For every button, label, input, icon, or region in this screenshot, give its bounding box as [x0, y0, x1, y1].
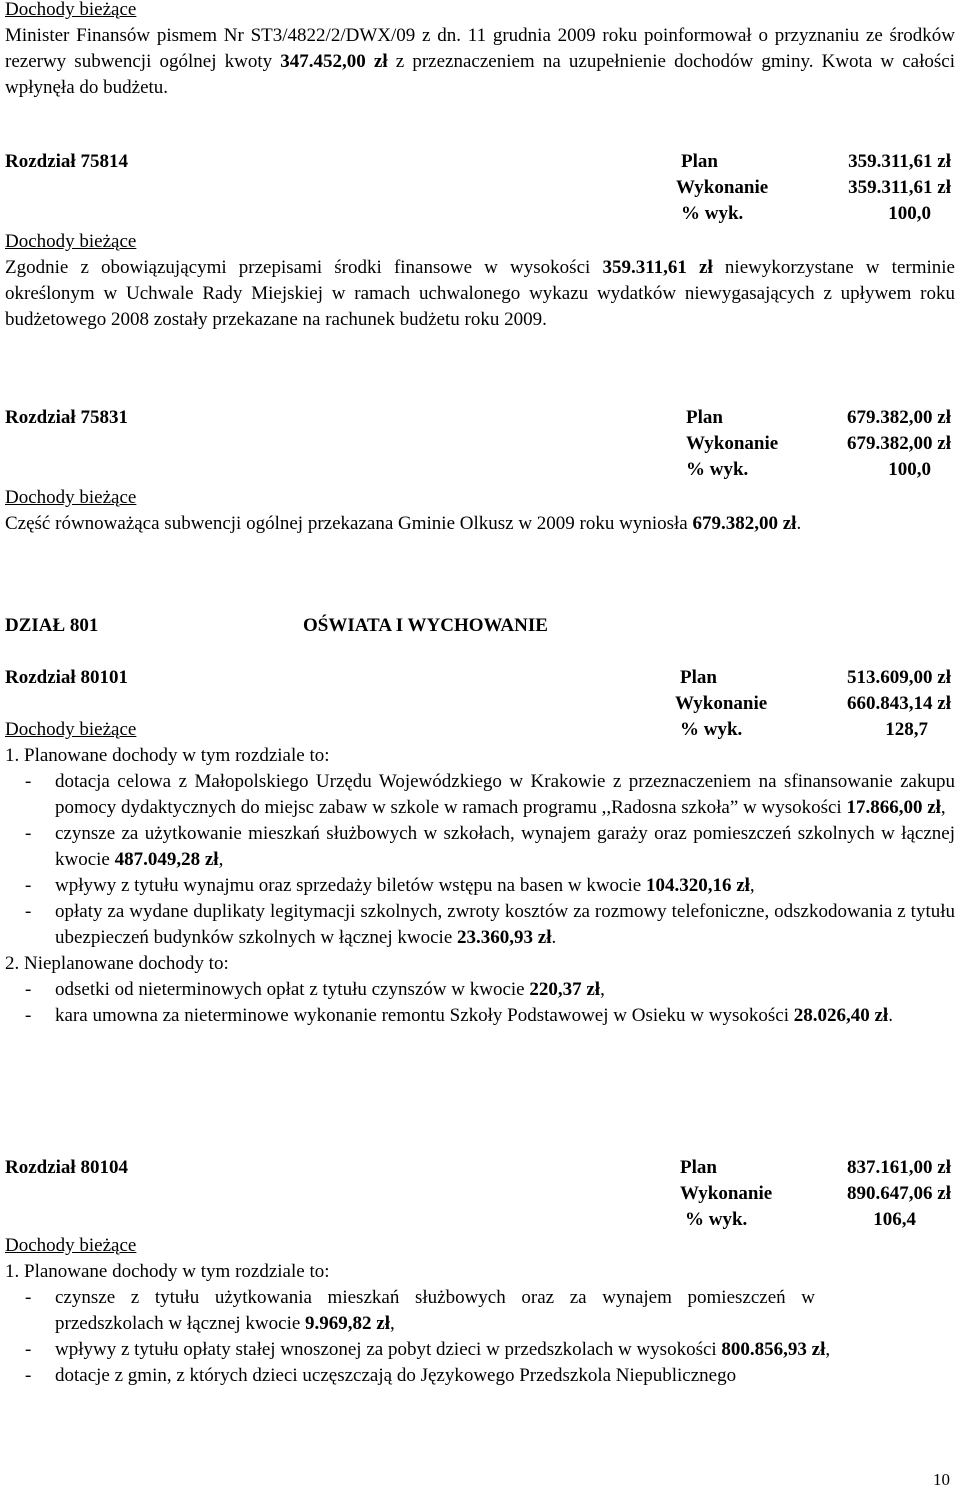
percent-value: 106,4 — [873, 1209, 916, 1230]
stats-table — [675, 665, 951, 717]
list-item: - wpływy z tytułu wynajmu oraz sprzedaży biletów wstępu na basen w kwocie 104.320,16 zł, — [25, 875, 755, 896]
list-item: - czynsze z tytułu użytkowania mieszkań służbowych oraz za wynajem pomieszczeń w przedszkolach w łącznej kwocie 9.969,82 zł, — [25, 1287, 815, 1334]
percent-label: % wyk. — [681, 203, 744, 224]
planned-list — [5, 769, 955, 951]
list-item: - opłaty za wydane duplikaty legitymacji szkolnych, zwroty kosztów za rozmowy telefoniczne, odszkodowania z tytułu ubezpieczeń budynków szkolnych w łącznej kwocie 23.360,93 zł. — [25, 901, 955, 948]
section-heading: Dochody bieżące — [5, 719, 137, 740]
plan-label: Plan — [686, 407, 723, 428]
percent-label: % wyk. — [685, 1209, 748, 1230]
section-title: Rozdział 75831 — [5, 407, 128, 428]
execution-value: 359.311,61 zł — [848, 177, 951, 198]
paragraph: Zgodnie z obowiązującymi przepisami środki finansowe w wysokości 359.311,61 zł niewykorzystane w terminie określonym w Uchwale Rady Miejskiej w ramach uchwalonego wykazu wydatków niewygasających z upływem roku budżetowego 2008 zostały przekazane na rachunek budżetu roku 2009. — [5, 257, 955, 330]
execution-label: Wykonanie — [676, 177, 769, 198]
execution-value: 890.647,06 zł — [847, 1183, 951, 1204]
execution-label: Wykonanie — [675, 693, 768, 714]
list-item: - dotacje z gmin, z których dzieci uczęszczają do Językowego Przedszkola Niepublicznego — [25, 1365, 737, 1386]
unplanned-list — [5, 977, 955, 1029]
list-item: - odsetki od nieterminowych opłat z tytułu czynszów w kwocie 220,37 zł, — [25, 979, 605, 1000]
percent-label: % wyk. — [686, 459, 749, 480]
percent-label: % wyk. — [680, 719, 743, 740]
section-80101 — [5, 665, 955, 1029]
section-heading: Dochody bieżące — [5, 0, 137, 20]
paragraph: Część równoważąca subwencji ogólnej przekazana Gminie Olkusz w 2009 roku wyniosła 679.382,00 zł. — [5, 513, 802, 534]
amount: 347.452,00 zł — [280, 51, 388, 72]
percent-value: 100,0 — [888, 203, 931, 224]
section-80104 — [5, 1155, 955, 1389]
section-heading: Dochody bieżące — [5, 231, 137, 252]
stats-table — [680, 1155, 951, 1233]
execution-value: 660.843,14 zł — [847, 693, 951, 714]
section-75831 — [5, 405, 955, 537]
list-item: - dotacja celowa z Małopolskiego Urzędu Wojewódzkiego w Krakowie z przeznaczeniem na sfinansowanie zakupu pomocy dydaktycznych do miejsc zabaw w szkole w ramach programu ,,Radosna szkoła” w wysokości 17.866,00 zł, — [25, 771, 955, 818]
department-label: DZIAŁ 801 — [5, 615, 99, 636]
plan-label: Plan — [680, 1157, 717, 1178]
section-heading: Dochody bieżące — [5, 1235, 137, 1256]
page-number: 10 — [933, 1470, 950, 1489]
planned-heading: 1. Planowane dochody w tym rozdziale to: — [5, 1261, 330, 1282]
planned-list — [5, 1285, 955, 1389]
plan-label: Plan — [680, 667, 717, 688]
plan-label: Plan — [681, 151, 718, 172]
amount: 359.311,61 zł — [602, 257, 713, 278]
department-header — [5, 613, 955, 639]
plan-value: 837.161,00 zł — [847, 1157, 951, 1178]
list-item: - kara umowna za nieterminowe wykonanie remontu Szkoły Podstawowej w Osieku w wysokości 28.026,40 zł. — [25, 1005, 893, 1026]
execution-label: Wykonanie — [680, 1183, 773, 1204]
plan-value: 679.382,00 zł — [847, 407, 951, 428]
list-item: - wpływy z tytułu opłaty stałej wnoszonej za pobyt dzieci w przedszkolach w wysokości 800.856,93 zł, — [25, 1339, 831, 1360]
intro-section — [5, 0, 955, 101]
stats-table — [676, 405, 951, 483]
list-item: - czynsze za użytkowanie mieszkań służbowych w szkołach, wynajem garaży oraz pomieszczeń szkolnych w łącznej kwocie 487.049,28 zł, — [25, 823, 955, 870]
section-title: Rozdział 80101 — [5, 667, 128, 688]
stats-table — [676, 149, 951, 227]
planned-heading: 1. Planowane dochody w tym rozdziale to: — [5, 745, 330, 766]
section-heading: Dochody bieżące — [5, 487, 137, 508]
execution-label: Wykonanie — [686, 433, 779, 454]
amount: 679.382,00 zł — [692, 513, 797, 534]
department-name: OŚWIATA I WYCHOWANIE — [303, 615, 548, 636]
section-75814 — [5, 149, 955, 333]
section-title: Rozdział 80104 — [5, 1157, 128, 1178]
unplanned-heading: 2. Nieplanowane dochody to: — [5, 953, 229, 974]
paragraph: Minister Finansów pismem Nr ST3/4822/2/DWX/09 z dn. 11 grudnia 2009 roku poinformował o przyznaniu ze środków rezerwy subwencji ogólnej kwoty 347.452,00 zł z przeznaczeniem na uzupełnienie dochodów gminy. Kwota w całości wpłynęła do budżetu. — [5, 25, 955, 98]
plan-value: 359.311,61 zł — [848, 151, 951, 172]
percent-value: 100,0 — [888, 459, 931, 480]
percent-value: 128,7 — [885, 719, 928, 740]
section-title: Rozdział 75814 — [5, 151, 128, 172]
plan-value: 513.609,00 zł — [847, 667, 951, 688]
execution-value: 679.382,00 zł — [847, 433, 951, 454]
